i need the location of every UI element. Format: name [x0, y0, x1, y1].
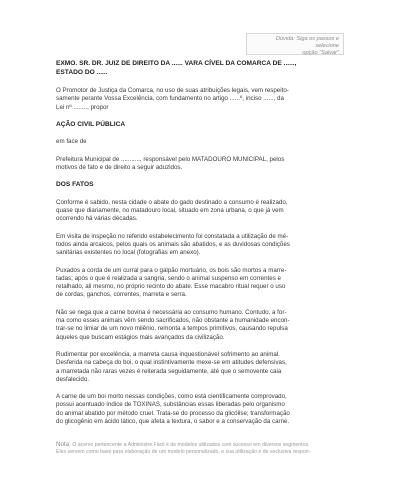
defendant-paragraph — [56, 156, 356, 173]
facts-paragraph-4 — [56, 309, 356, 342]
intro-paragraph — [56, 87, 356, 112]
document-body — [56, 60, 356, 435]
text-line: Desferida na cabeça do boi, o qual instintivamente mexe-se em atitudes defensivas, — [56, 359, 287, 367]
facts-paragraph-2 — [56, 233, 356, 258]
text-line: Prefeitura Municipal de ..........., responsável pelo MATADOURO MUNICIPAL, pelos — [56, 155, 285, 163]
em-face-text: em face de — [56, 138, 87, 146]
text-line: possui acentuado índice de TOXINAS, substâncias essas liberadas pelo organismo — [56, 401, 285, 409]
text-line: Rudimentar por excelência, a marreta causa inquestionável sofrimento ao animal. — [56, 350, 280, 358]
action-title: AÇÃO CIVIL PÚBLICA — [56, 120, 126, 128]
text-line: do glicogênio em ácido lático, que afeta a textura, o sabor e a conservação da carne. — [56, 418, 290, 426]
footer-note — [56, 442, 356, 456]
footer-note-line: Eles servem como base para elaboração de um modelo personalizado, e sua utilização é de exclusiva respon- — [56, 448, 311, 455]
text-line: A carne de um boi morto nessas condições, como está cientificamente comprovado, — [56, 393, 287, 401]
facts-title: DOS FATOS — [56, 181, 94, 189]
text-line: ma como esses animais vêm sendo sacrificados, não obstante a humanidade encon- — [56, 317, 290, 325]
hint-line: Dúvida: Siga os passos e selecione — [275, 36, 339, 49]
text-line: samente perante Vossa Excelência, com fundamento no artigo ......º, inciso ......, da — [56, 95, 284, 103]
text-line: Lei nº ........, propor — [56, 103, 109, 111]
text-line: desfalecido. — [56, 375, 90, 383]
text-line: Conforme é sabido, nesta cidade o abate do gado destinado a consumo é realizado, — [56, 198, 288, 206]
court-address-line: EXMO. SR. DR. JUIZ DE DIREITO DA ...... VARA CÍVEL DA COMARCA DE ......, — [56, 60, 297, 67]
footer-note-text: O acervo pertencente a Administre Fácil é de modelos utilizados com sucesso em diversos segmentos. — [70, 442, 310, 448]
text-line: O Promotor de Justiça da Comarca, no uso de suas atribuições legais, vem respeito- — [56, 87, 289, 94]
text-line: trar-se no limiar de um novo milênio, remonta a tempos primitivos, causando repulsa — [56, 325, 288, 333]
text-line: Em visita de inspeção no referido estabelecimento foi constatada a utilização de mé- — [56, 232, 289, 240]
footer-note-line — [56, 442, 356, 449]
text-line: àqueles que buscam estágios mais avançados da civilização. — [56, 333, 225, 341]
facts-paragraph-6 — [56, 393, 356, 426]
text-line: motivos de fato e de direito a seguir aduzidos. — [56, 163, 183, 171]
facts-paragraph-5 — [56, 351, 356, 384]
text-line: a marretada não raras vezes é reiterada seguidamente, até que o semovente caia — [56, 367, 282, 375]
text-line: todos ainda arcaicos, pelos quais os animais são abatidos, e as duvidosas condições — [56, 240, 290, 248]
text-line: de cordas, ganchos, correntes, marreta e serra. — [56, 291, 187, 299]
facts-paragraph-3 — [56, 267, 356, 300]
text-line: retalhado, ali mesmo, no próprio recinto do abate. Esse macabro ritual requer o uso — [56, 283, 286, 291]
facts-paragraph-1 — [56, 199, 356, 224]
text-line: Puxados a corda de um curral para o galpão mortuário, os bois são mortos a marre- — [56, 266, 287, 274]
court-address — [56, 60, 356, 77]
text-line: tadas; após o que é realizada a sangria, sendo o animal suspenso em correntes e — [56, 274, 281, 282]
note-label: Nota: — [56, 441, 71, 448]
text-line: Não se nega que a carne bovina é necessária ao consumo humano. Contudo, a for- — [56, 308, 287, 316]
text-line: do animal abatido por método cruel. Trata-se do processo da glicólise; transformação — [56, 409, 290, 417]
hint-box — [246, 33, 344, 55]
text-line: sanitárias existentes no local (fotografias em anexo). — [56, 249, 201, 257]
text-line: quase que diariamente, no matadouro local, situado em zona urbana, o que já vem — [56, 207, 284, 215]
court-address-line: ESTADO DO ...... — [56, 68, 108, 76]
hint-line: opção "Salvar" — [302, 50, 339, 56]
text-line: ocorrendo há várias décadas. — [56, 215, 138, 223]
